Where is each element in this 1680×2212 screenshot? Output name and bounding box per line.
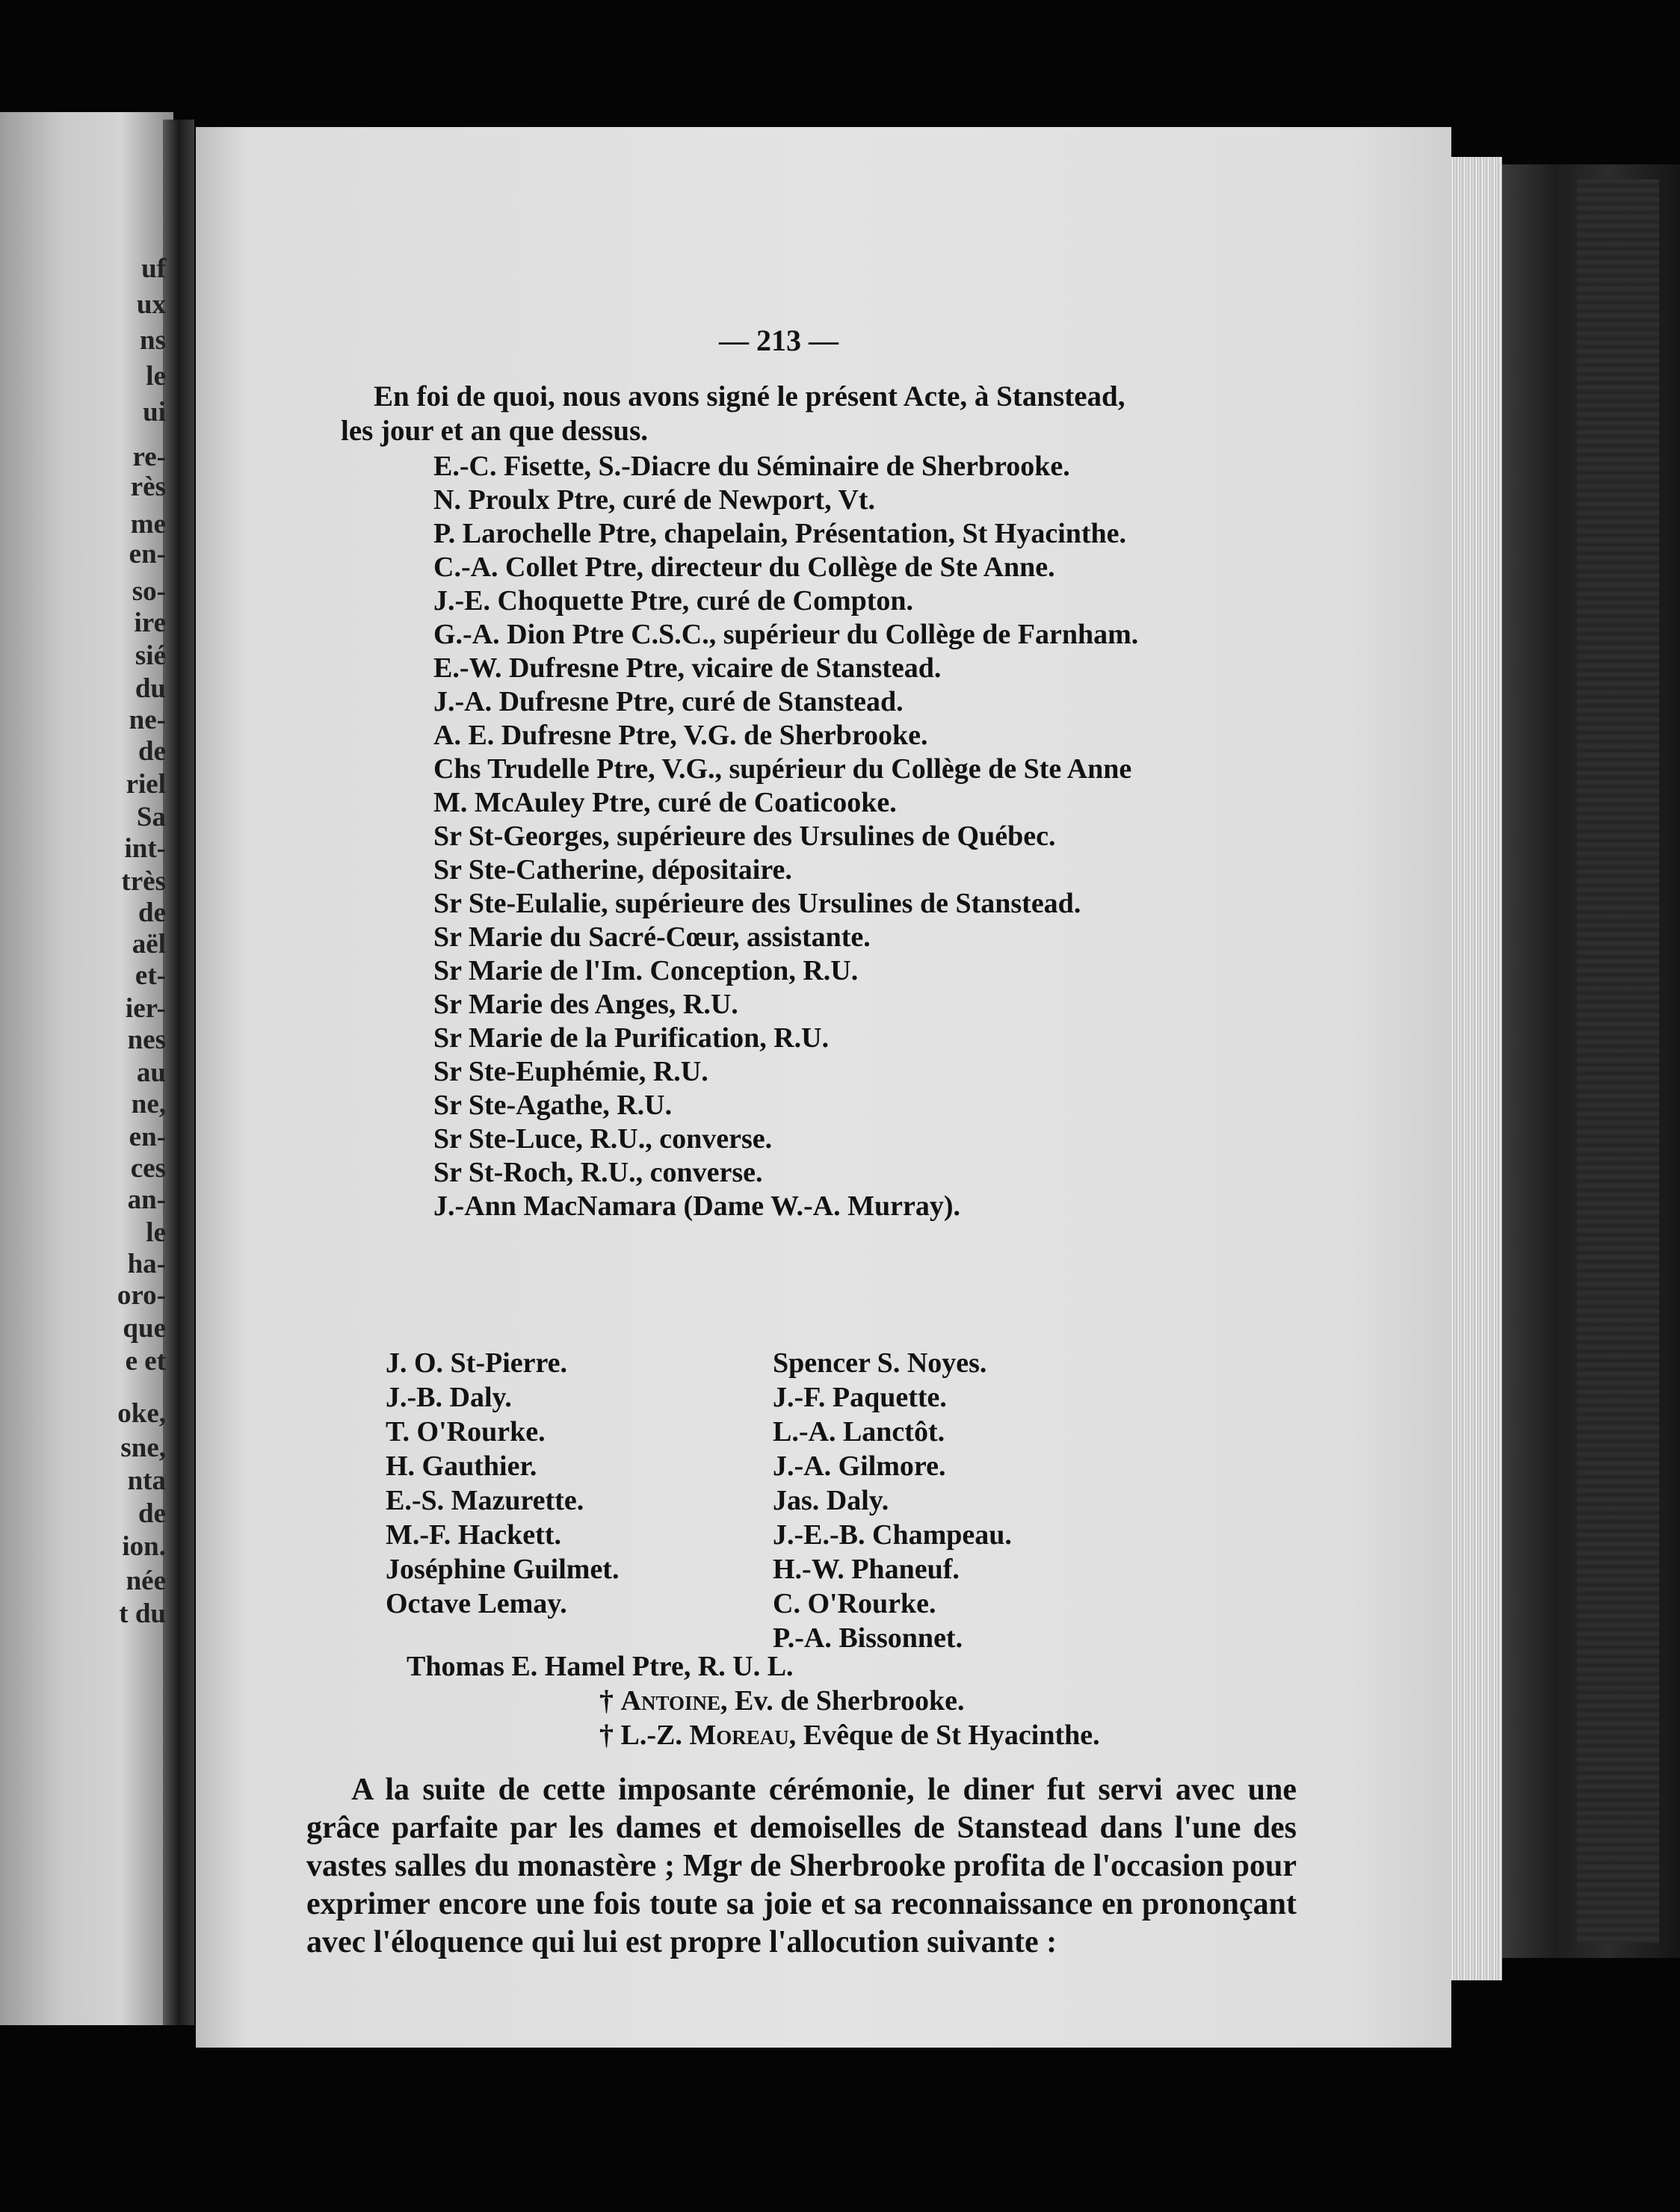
lay-signatory-name: P.-A. Bissonnet.	[773, 1622, 963, 1654]
moreau-name: L.-Z. Moreau	[620, 1720, 789, 1751]
left-page-fragment: an-	[127, 1184, 166, 1215]
signatory-line: Sr Ste-Euphémie, R.U.	[433, 1056, 708, 1087]
left-page-fragment: nta	[127, 1465, 166, 1496]
lay-signatory-name: J.-A. Gilmore.	[773, 1451, 946, 1482]
signatory-moreau	[599, 1719, 1100, 1752]
left-page-fragment: ces	[130, 1153, 166, 1184]
signatory-line: Sr Ste-Luce, R.U., converse.	[433, 1123, 773, 1155]
left-page-fragment: de	[138, 1498, 166, 1529]
lay-signatory-name: J.-E.-B. Champeau.	[773, 1519, 1012, 1551]
lay-signatory-name: Joséphine Guilmet.	[386, 1554, 620, 1585]
signatory-line: Sr Ste-Catherine, dépositaire.	[433, 854, 792, 886]
signatory-line: A. E. Dufresne Ptre, V.G. de Sherbrooke.	[433, 720, 928, 751]
left-page-fragment: sié	[135, 640, 166, 671]
signatory-line: Sr St-Roch, R.U., converse.	[433, 1157, 763, 1188]
lay-signatory-name: M.-F. Hackett.	[386, 1519, 561, 1551]
left-page-fragment: so-	[132, 576, 166, 607]
lay-signatory-name: C. O'Rourke.	[773, 1588, 936, 1619]
signatory-line: Chs Trudelle Ptre, V.G., supérieur du Collège de Ste Anne	[433, 753, 1132, 785]
left-page-fragment: aël	[132, 929, 166, 960]
left-page-fragment: ire	[134, 608, 166, 638]
left-page-fragment: int-	[124, 833, 166, 864]
signatory-line: Sr Marie de la Purification, R.U.	[433, 1022, 830, 1054]
closing-formula-line-1: En foi de quoi, nous avons signé le présent Acte, à Stanstead,	[374, 380, 1125, 413]
left-page-fragment: rès	[130, 472, 166, 502]
signatory-line: P. Larochelle Ptre, chapelain, Présentation, St Hyacinthe.	[433, 518, 1127, 549]
left-page-fragment: que	[123, 1313, 166, 1344]
left-page-fragment: ne,	[131, 1089, 166, 1119]
left-page-fragment: ha-	[127, 1249, 166, 1279]
signatory-line: Sr Marie des Anges, R.U.	[433, 989, 738, 1020]
main-page	[196, 127, 1451, 2048]
book-gutter	[163, 120, 194, 2025]
signatory-line: J.-Ann MacNamara (Dame W.-A. Murray).	[433, 1190, 960, 1222]
left-page-fragment: oro-	[117, 1280, 166, 1311]
signatory-hamel: Thomas E. Hamel Ptre, R. U. L.	[407, 1651, 794, 1682]
left-page-fragment: riel	[126, 769, 166, 800]
left-page-fragment: le	[146, 1217, 166, 1248]
left-page-fragment: ns	[140, 325, 166, 356]
lay-signatory-name: L.-A. Lanctôt.	[773, 1416, 945, 1448]
left-page-fragment: ne-	[129, 705, 166, 735]
left-page-fragment: uf	[141, 253, 166, 284]
cross-mark: †	[599, 1685, 614, 1717]
signatory-line: C.-A. Collet Ptre, directeur du Collège de Ste Anne.	[433, 552, 1055, 583]
lay-signatory-name: J. O. St-Pierre.	[386, 1347, 568, 1379]
lay-signatory-name: T. O'Rourke.	[386, 1416, 546, 1448]
left-page-fragment: très	[121, 866, 166, 897]
cross-mark: †	[599, 1720, 614, 1751]
left-page-fragment: de	[138, 736, 166, 767]
signatory-line: G.-A. Dion Ptre C.S.C., supérieur du Collège de Farnham.	[433, 619, 1139, 650]
left-page-fragment: de	[138, 898, 166, 928]
lay-signatory-name: E.-S. Mazurette.	[386, 1485, 584, 1516]
signatory-antoine	[599, 1684, 965, 1717]
lay-signatory-name: Jas. Daly.	[773, 1485, 889, 1516]
page-edges	[1442, 157, 1502, 1980]
left-page-fragment: sne,	[120, 1433, 166, 1463]
signatory-line: Sr Ste-Eulalie, supérieure des Ursulines de Stanstead.	[433, 888, 1081, 919]
signatory-line: J.-A. Dufresne Ptre, curé de Stanstead.	[433, 686, 904, 717]
left-page-fragment: en-	[129, 539, 166, 569]
lay-signatory-name: J.-F. Paquette.	[773, 1382, 947, 1413]
cover-binding	[1577, 179, 1659, 1943]
left-page-fragment: t du	[119, 1598, 166, 1629]
lay-signatory-name: H.-W. Phaneuf.	[773, 1554, 960, 1585]
closing-paragraph: A la suite de cette imposante cérémonie, le diner fut servi avec une grâce parfaite par les dames et demoiselles de Stanstead dans l'une des vastes salles du monastère ; Mgr de Sherbrooke profita de l'occasion pour exprimer encore une fois toute sa joie et sa reconnaissance en prononçant avec l'éloquence qui lui est propre l'allocution suivante :	[306, 1773, 1297, 1959]
signatory-line: Sr Marie du Sacré-Cœur, assistante.	[433, 921, 871, 953]
left-page-fragment: ier-	[125, 993, 166, 1024]
left-page-fragment: e et	[125, 1346, 166, 1377]
left-page-fragment: née	[126, 1566, 166, 1596]
closing-formula-line-2: les jour et an que dessus.	[341, 415, 649, 447]
moreau-title: , Evêque de St Hyacinthe.	[788, 1720, 1100, 1751]
antoine-name: Antoine	[620, 1685, 720, 1717]
page-number: — 213 —	[719, 324, 839, 357]
left-page-fragment: oke,	[117, 1398, 166, 1429]
signatory-line: Sr Ste-Agathe, R.U.	[433, 1090, 673, 1121]
lay-signatory-name: Octave Lemay.	[386, 1588, 567, 1619]
antoine-title: , Ev. de Sherbrooke.	[720, 1685, 965, 1717]
left-page-fragment: me	[130, 509, 166, 540]
left-page-fragment: en-	[129, 1122, 166, 1152]
lay-signatory-name: Spencer S. Noyes.	[773, 1347, 987, 1379]
signatory-line: N. Proulx Ptre, curé de Newport, Vt.	[433, 484, 875, 516]
lay-signatory-name: H. Gauthier.	[386, 1451, 537, 1482]
left-page-fragment: Sa	[136, 802, 166, 832]
left-page-fragment: re-	[132, 442, 166, 472]
signatory-line: Sr Marie de l'Im. Conception, R.U.	[433, 955, 859, 986]
signatory-line: E.-W. Dufresne Ptre, vicaire de Stanstead.	[433, 652, 942, 684]
signatory-line: J.-E. Choquette Ptre, curé de Compton.	[433, 585, 914, 617]
left-page-fragment: ux	[136, 289, 166, 320]
left-page-fragment: le	[146, 361, 166, 392]
left-page-fragment: au	[136, 1057, 166, 1088]
left-page-fragment: nes	[127, 1025, 166, 1055]
signatory-line: M. McAuley Ptre, curé de Coaticooke.	[433, 787, 897, 818]
left-page-fragment: et-	[135, 960, 166, 991]
signatory-line: Sr St-Georges, supérieure des Ursulines de Québec.	[433, 821, 1056, 852]
lay-signatory-name: J.-B. Daly.	[386, 1382, 512, 1413]
left-page-fragment: ion.	[122, 1531, 166, 1562]
signatory-line: E.-C. Fisette, S.-Diacre du Séminaire de Sherbrooke.	[433, 451, 1070, 482]
left-page-fragment: ui	[143, 397, 166, 427]
left-page-fragment: du	[135, 673, 166, 704]
